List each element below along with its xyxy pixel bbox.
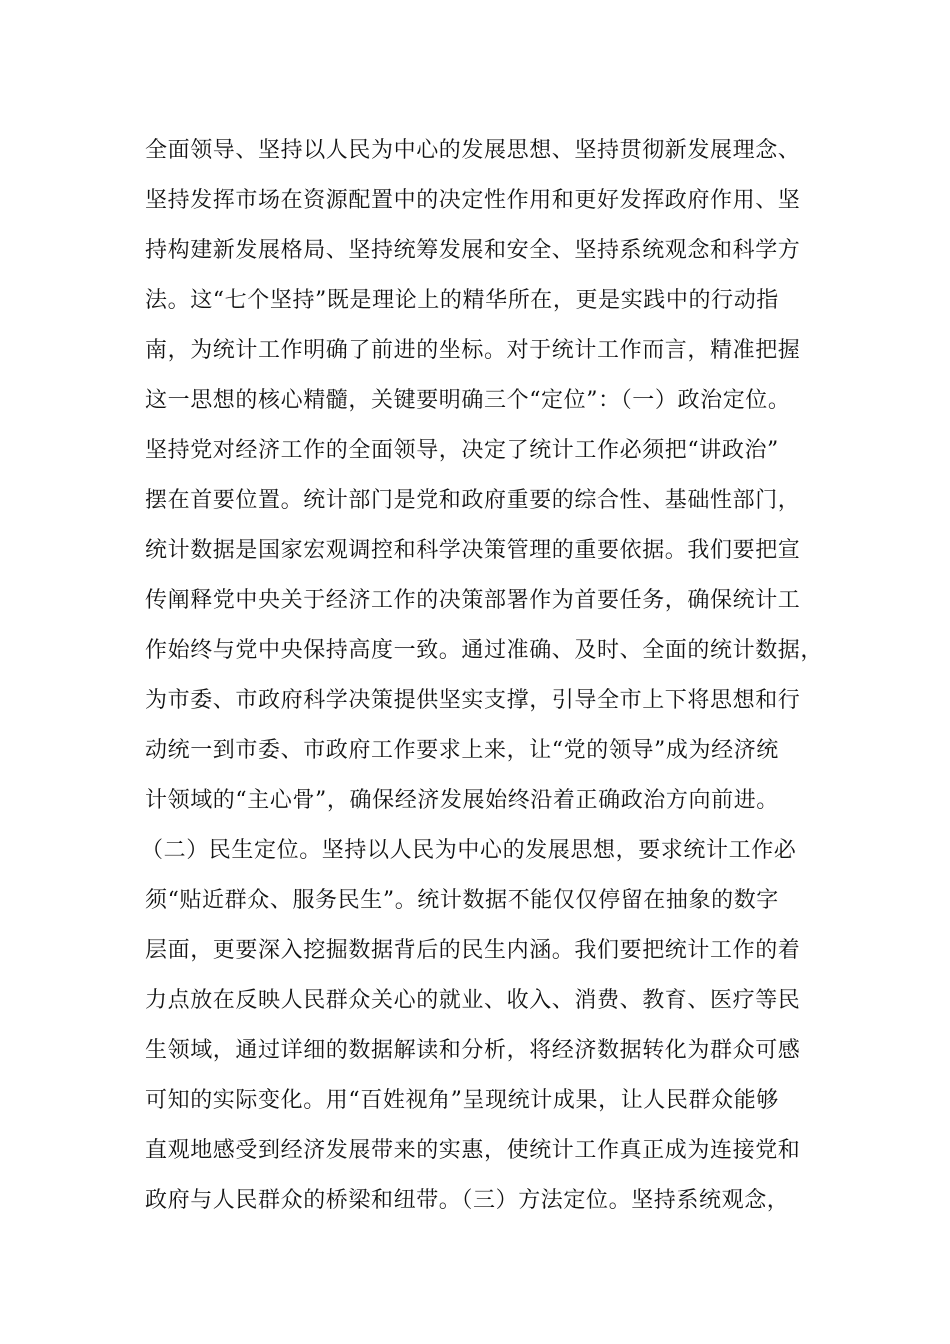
text-line: 传阐释党中央关于经济工作的决策部署作为首要任务，确保统计工: [145, 588, 801, 613]
body-text: [141, 126, 825, 1226]
text-line: 坚持发挥市场在资源配置中的决定性作用和更好发挥政府作用、坚: [145, 188, 801, 213]
text-line: 摆在首要位置。统计部门是党和政府重要的综合性、基础性部门，: [145, 488, 801, 513]
text-line: 生领域，通过详细的数据解读和分析，将经济数据转化为群众可感: [145, 1038, 801, 1063]
text-line: 这一思想的核心精髓，关键要明确三个“定位”：（一）政治定位。: [145, 388, 791, 413]
text-line: 层面，更要深入挖掘数据背后的民生内涵。我们要把统计工作的着: [145, 938, 801, 963]
text-line: 南，为统计工作明确了前进的坐标。对于统计工作而言，精准把握: [145, 338, 801, 363]
text-line: 直观地感受到经济发展带来的实惠，使统计工作真正成为连接党和: [145, 1138, 801, 1163]
text-line: 政府与人民群众的桥梁和纽带。（三）方法定位。坚持系统观念，: [145, 1188, 790, 1213]
text-line: 统计数据是国家宏观调控和科学决策管理的重要依据。我们要把宣: [145, 538, 801, 563]
text-line: 力点放在反映人民群众关心的就业、收入、消费、教育、医疗等民: [145, 988, 801, 1013]
text-line: 为市委、市政府科学决策提供坚实支撑，引导全市上下将思想和行: [145, 688, 801, 713]
text-line: 作始终与党中央保持高度一致。通过准确、及时、全面的统计数据，: [145, 638, 824, 663]
text-line: （二）民生定位。坚持以人民为中心的发展思想，要求统计工作必: [141, 838, 797, 863]
text-line: 持构建新发展格局、坚持统筹发展和安全、坚持系统观念和科学方: [145, 238, 801, 263]
text-line: 计领域的“主心骨”，确保经济发展始终沿着正确政治方向前进。: [145, 788, 779, 813]
text-line: 动统一到市委、市政府工作要求上来，让“党的领导”成为经济统: [145, 738, 779, 763]
text-line: 法。这“七个坚持”既是理论上的精华所在，更是实践中的行动指: [145, 288, 779, 313]
text-line: 须“贴近群众、服务民生”。统计数据不能仅仅停留在抽象的数字: [145, 888, 779, 913]
text-line: 全面领导、坚持以人民为中心的发展思想、坚持贯彻新发展理念、: [145, 138, 801, 163]
text-line: 坚持党对经济工作的全面领导，决定了统计工作必须把“讲政治”: [145, 438, 779, 463]
text-line: 可知的实际变化。用“百姓视角”呈现统计成果，让人民群众能够: [145, 1088, 779, 1113]
